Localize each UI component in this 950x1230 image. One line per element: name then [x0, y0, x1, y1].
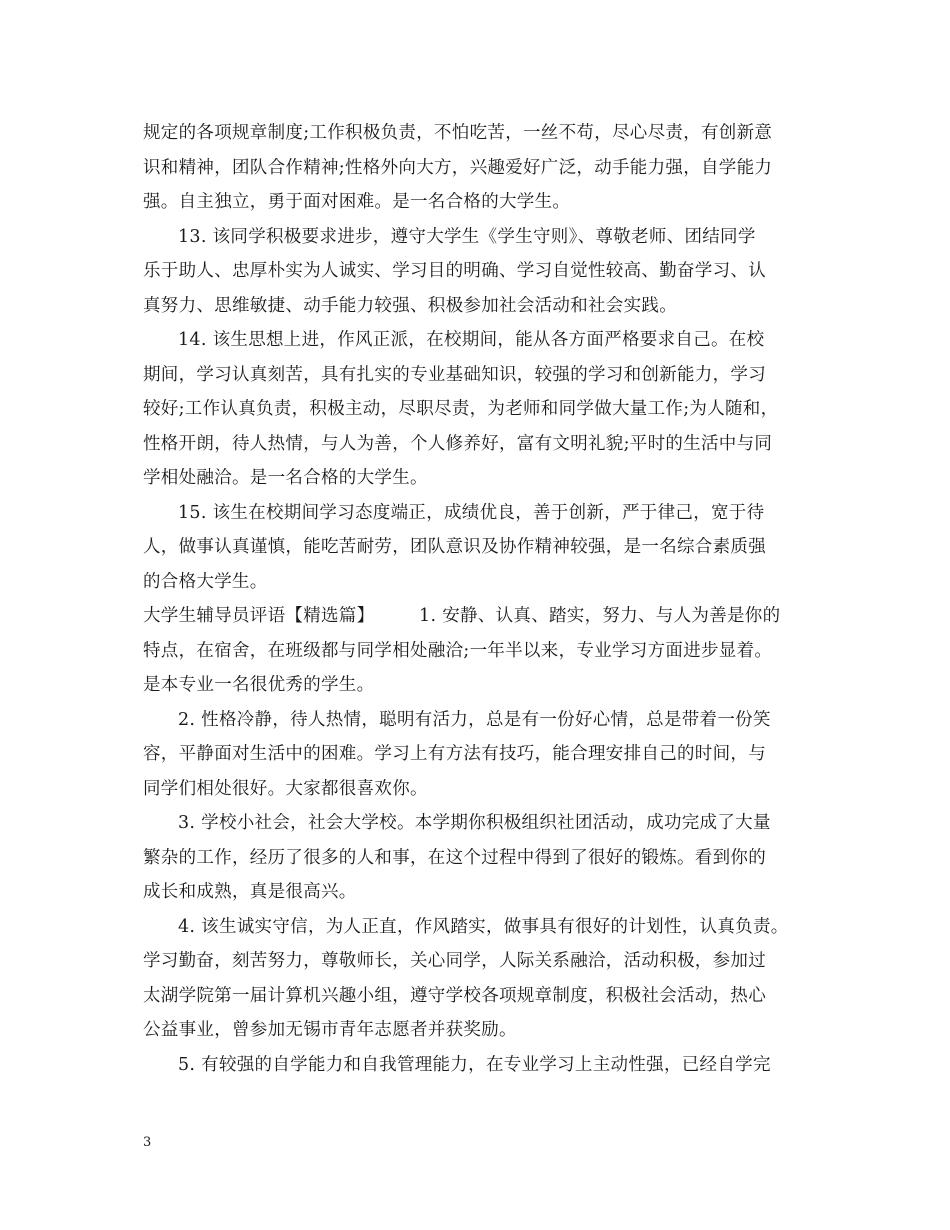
text-line: 人，做事认真谨慎，能吃苦耐劳，团队意识及协作精神较强，是一名综合素质强 [143, 537, 766, 557]
text-line: 强。自主独立，勇于面对困难。是一名合格的大学生。 [143, 192, 571, 212]
text-line: 期间，学习认真刻苦，具有扎实的专业基础知识，较强的学习和创新能力，学习 [143, 364, 766, 385]
text-line: 成长和成熟，真是很高兴。 [143, 882, 357, 902]
page-number: 3 [143, 1135, 152, 1150]
document-body [143, 116, 813, 1082]
text-line: 性格开朗，待人热情，与人为善，个人修养好，富有文明礼貌;平时的生活中与同 [143, 433, 773, 454]
paragraph-first-line: 14. 该生思想上进，作风正派，在校期间，能从各方面严格要求自己。在校 [178, 330, 765, 350]
paragraph-first-line: 3. 学校小社会，社会大学校。本学期你积极组织社团活动，成功完成了大量 [178, 813, 771, 833]
paragraph-first-line: 15. 该生在校期间学习态度端正，成绩优良，善于创新，严于律己，宽于待 [178, 502, 765, 523]
paragraph-first-line: 4. 该生诚实守信，为人正直，作风踏实，做事具有很好的计划性，认真负责。 [178, 916, 789, 937]
paragraph-first-line: 5. 有较强的自学能力和自我管理能力，在专业学习上主动性强，已经自学完 [178, 1054, 771, 1075]
text-line: 学习勤奋，刻苦努力，尊敬师长，关心同学，人际关系融洽，活动积极，参加过 [143, 951, 766, 971]
text-line: 同学们相处很好。大家都很喜欢你。 [143, 778, 428, 799]
text-line: 容，平静面对生活中的困难。学习上有方法有技巧，能合理安排自己的时间，与 [143, 744, 766, 764]
text-line: 识和精神，团队合作精神;性格外向大方，兴趣爱好广泛，动手能力强，自学能力 [143, 157, 773, 178]
text-line: 大学生辅导员评语【精选篇】 1. 安静、认真、踏实，努力、与人为善是你的 [143, 606, 781, 626]
text-line: 乐于助人、忠厚朴实为人诚实、学习目的明确、学习自觉性较高、勤奋学习、认 [143, 261, 766, 281]
paragraph-first-line: 13. 该同学积极要求进步，遵守大学生《学生守则》、尊敬老师、团结同学 [178, 226, 756, 247]
text-line: 特点，在宿舍，在班级都与同学相处融洽;一年半以来，专业学习方面进步显着。 [143, 640, 773, 661]
paragraph-first-line: 2. 性格冷静，待人热情，聪明有活力，总是有一份好心情，总是带着一份笑 [178, 709, 771, 730]
text-line: 规定的各项规章制度;工作积极负责，不怕吃苦，一丝不苟，尽心尽责，有创新意 [143, 123, 773, 143]
text-line: 太湖学院第一届计算机兴趣小组，遵守学校各项规章制度，积极社会活动，热心 [143, 985, 766, 1006]
text-line: 公益事业，曾参加无锡市青年志愿者并获奖励。 [143, 1020, 517, 1040]
text-line: 较好;工作认真负责，积极主动，尽职尽责，为老师和同学做大量工作;为人随和， [143, 399, 779, 419]
text-line: 繁杂的工作，经历了很多的人和事，在这个过程中得到了很好的锻炼。看到你的 [143, 847, 766, 868]
text-line: 学相处融洽。是一名合格的大学生。 [143, 468, 428, 488]
text-line: 是本专业一名很优秀的学生。 [143, 675, 375, 695]
text-line: 的合格大学生。 [143, 571, 268, 592]
text-line: 真努力、思维敏捷、动手能力较强、积极参加社会活动和社会实践。 [143, 295, 677, 316]
